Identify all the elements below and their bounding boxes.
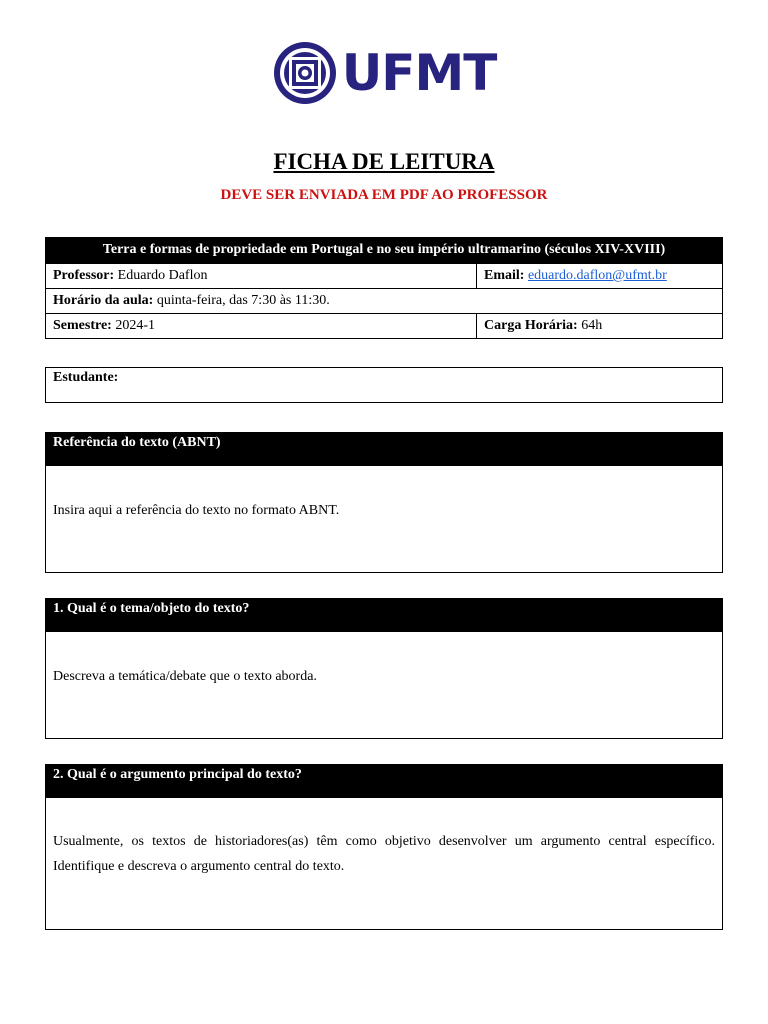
reference-header: Referência do texto (ABNT) <box>46 433 722 466</box>
email-link[interactable]: eduardo.daflon@ufmt.br <box>527 268 667 283</box>
semester-cell <box>46 314 477 339</box>
theme-header: 1. Qual é o tema/objeto do texto? <box>46 599 722 632</box>
professor-cell <box>46 264 477 289</box>
student-field[interactable] <box>45 367 723 403</box>
semester-label: Semestre: <box>53 318 112 333</box>
professor-name: Eduardo Daflon <box>117 268 208 283</box>
course-name: Terra e formas de propriedade em Portugal e no seu império ultramarino (séculos XIV-XVIII) <box>46 238 723 264</box>
course-info-table <box>45 237 723 339</box>
email-cell <box>477 264 723 289</box>
ufmt-logo <box>0 40 768 106</box>
argument-header: 2. Qual é o argumento principal do texto? <box>46 765 722 798</box>
argument-section <box>45 764 723 930</box>
reference-section <box>45 432 723 573</box>
reference-body[interactable]: Insira aqui a referência do texto no formato ABNT. <box>53 503 340 518</box>
document-title: FICHA DE LEITURA <box>273 149 495 174</box>
student-label: Estudante: <box>53 370 119 385</box>
schedule-value: quinta-feira, das 7:30 às 11:30. <box>156 293 330 308</box>
theme-section <box>45 598 723 739</box>
logo-text: UFMT <box>341 44 497 102</box>
email-label: Email: <box>484 268 525 283</box>
argument-body[interactable]: Usualmente, os textos de historiadores(as) têm como objetivo desenvolver um argumento central específico. Identifique e descreva o argumento central do texto. <box>53 834 715 874</box>
professor-label: Professor: <box>53 268 115 283</box>
theme-body[interactable]: Descreva a temática/debate que o texto aborda. <box>53 669 317 684</box>
ufmt-emblem-icon <box>272 40 338 106</box>
workload-label: Carga Horária: <box>484 318 578 333</box>
document-subtitle: DEVE SER ENVIADA EM PDF AO PROFESSOR <box>220 187 548 203</box>
schedule-label: Horário da aula: <box>53 293 154 308</box>
semester-value: 2024-1 <box>115 318 155 333</box>
workload-value: 64h <box>581 318 603 333</box>
workload-cell <box>477 314 723 339</box>
schedule-cell <box>46 289 723 314</box>
